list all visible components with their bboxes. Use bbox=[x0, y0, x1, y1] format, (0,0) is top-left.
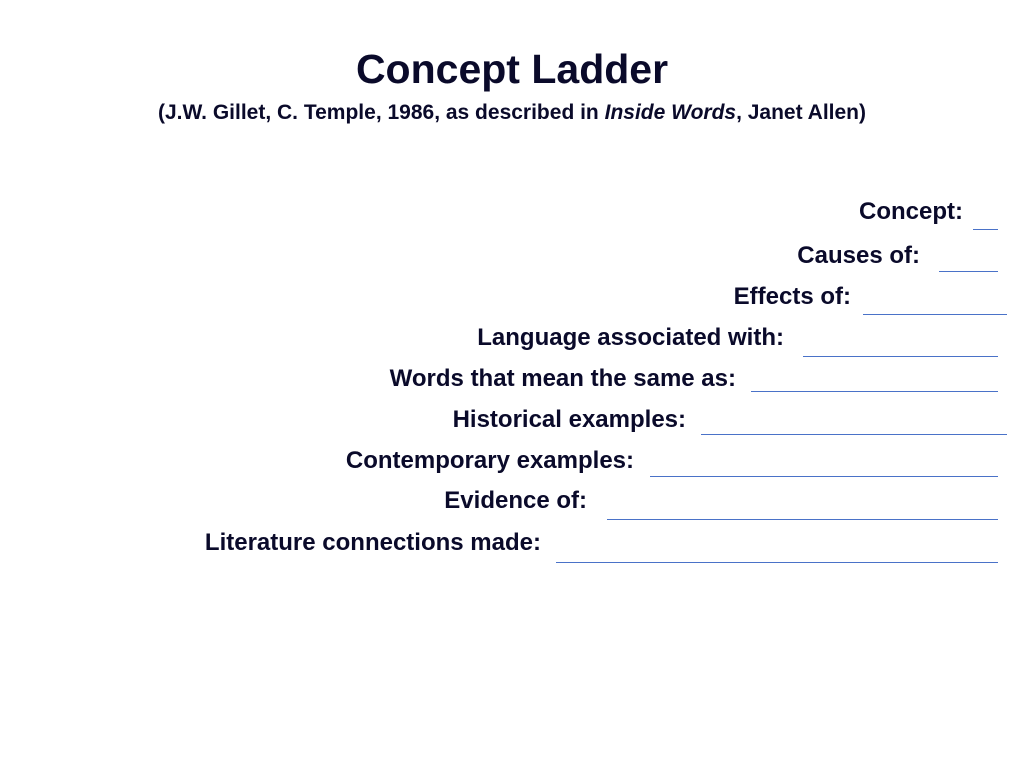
ladder-row-effects bbox=[0, 282, 851, 312]
historical-blank[interactable] bbox=[701, 434, 1007, 435]
ladder-row-historical bbox=[0, 405, 686, 435]
synonyms-label: Words that mean the same as: bbox=[389, 365, 736, 392]
effects-label: Effects of: bbox=[733, 283, 851, 310]
synonyms-blank[interactable] bbox=[751, 391, 998, 392]
subtitle-book-title: Inside Words bbox=[604, 101, 737, 124]
subtitle-suffix: , Janet Allen) bbox=[736, 101, 866, 124]
concept-label: Concept: bbox=[859, 198, 963, 225]
language-blank[interactable] bbox=[803, 356, 998, 357]
concept-blank[interactable] bbox=[973, 229, 998, 230]
ladder-row-concept bbox=[0, 197, 963, 227]
causes-blank[interactable] bbox=[939, 271, 998, 272]
ladder-row-language bbox=[0, 323, 784, 353]
contemporary-blank[interactable] bbox=[650, 476, 998, 477]
literature-label: Literature connections made: bbox=[204, 529, 541, 556]
language-label: Language associated with: bbox=[477, 324, 784, 351]
ladder-row-synonyms bbox=[0, 364, 736, 394]
ladder-row-literature bbox=[0, 528, 541, 558]
evidence-label: Evidence of: bbox=[444, 487, 587, 514]
historical-label: Historical examples: bbox=[452, 406, 686, 433]
effects-blank[interactable] bbox=[863, 314, 1007, 315]
literature-blank[interactable] bbox=[556, 562, 998, 563]
evidence-blank[interactable] bbox=[607, 519, 998, 520]
ladder-row-contemporary bbox=[0, 446, 634, 476]
ladder-row-evidence bbox=[0, 486, 587, 516]
contemporary-label: Contemporary examples: bbox=[345, 447, 634, 474]
page-title: Concept Ladder bbox=[355, 46, 669, 92]
subtitle-prefix: (J.W. Gillet, C. Temple, 1986, as described in bbox=[158, 101, 605, 124]
causes-label: Causes of: bbox=[797, 242, 920, 269]
ladder-row-causes bbox=[0, 241, 920, 271]
page-subtitle bbox=[0, 99, 1024, 127]
